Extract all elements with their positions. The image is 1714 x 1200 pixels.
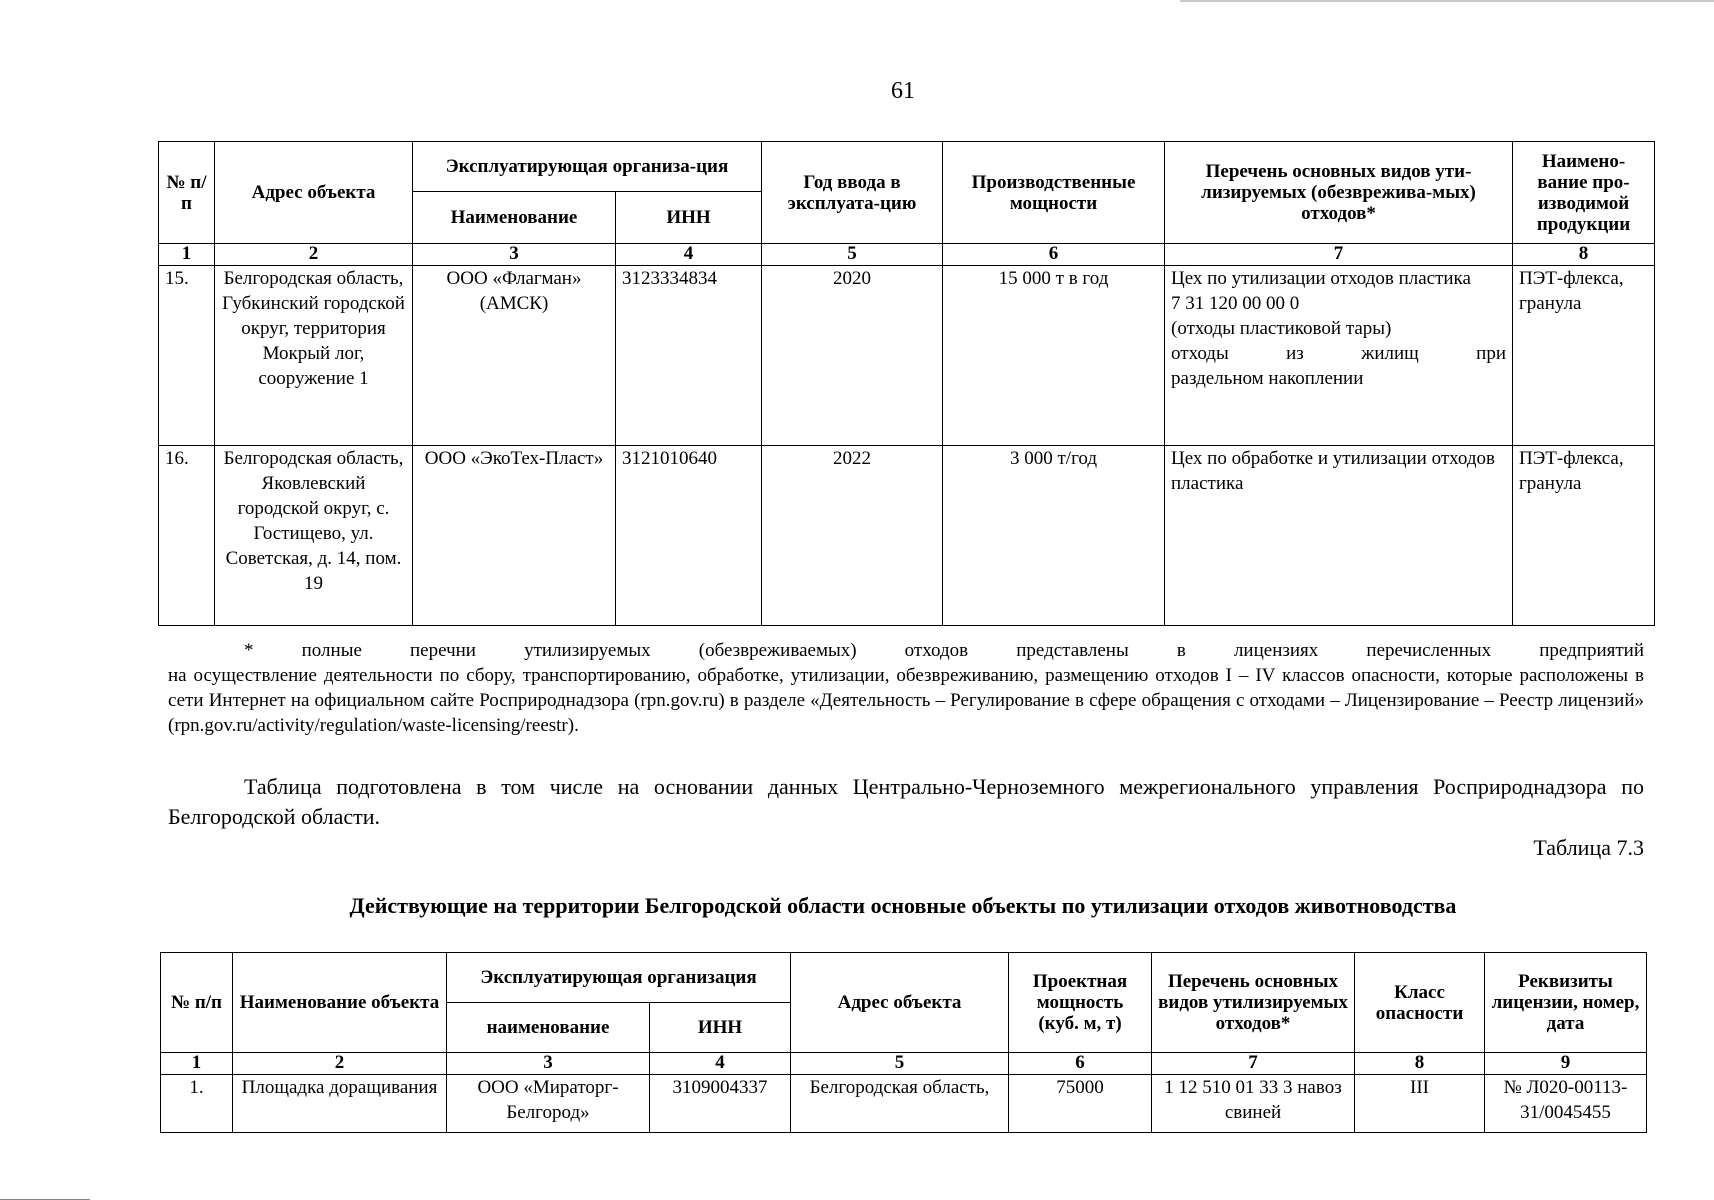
cell-inn: 3123334834 bbox=[616, 266, 762, 446]
column-number: 7 bbox=[1165, 244, 1513, 266]
cell-org-name: ООО «ЭкоТех-Пласт» bbox=[413, 446, 616, 626]
header-inn: ИНН bbox=[650, 1003, 791, 1053]
header-waste-list: Перечень основных видов утилизируемых отходов* bbox=[1152, 953, 1355, 1053]
cell-capacity: 3 000 т/год bbox=[943, 446, 1165, 626]
waste-line: Цех по утилизации отходов пластика bbox=[1171, 268, 1471, 289]
header-org-name: Наименование bbox=[413, 192, 616, 244]
cell-waste: 1 12 510 01 33 3 навоз свиней bbox=[1152, 1075, 1355, 1133]
footnote-text: на осуществление деятельности по сбору, транспортированию, обработке, утилизации, обезвреживанию, размещению отходов I – IV классов опасности, которые расположены в сети Интернет на официальном сайте Росприроднадзора (rpn.gov.ru) в разделе «Деятельность – Регулирование в сфере обращения с отходами – Лицензирование – Реестр лицензий» (rpn.gov.ru/activity/regulation/waste-licensing/reestr). bbox=[168, 665, 1644, 736]
header-address: Адрес объекта bbox=[791, 953, 1009, 1053]
column-number: 6 bbox=[1009, 1053, 1152, 1075]
header-num: № п/п bbox=[159, 142, 215, 244]
waste-line: отходы из жилищ при bbox=[1171, 343, 1507, 364]
column-number: 3 bbox=[413, 244, 616, 266]
column-number: 4 bbox=[650, 1053, 791, 1075]
column-number: 8 bbox=[1513, 244, 1655, 266]
page-number: 61 bbox=[891, 78, 915, 104]
column-numbers-row bbox=[161, 1053, 1647, 1075]
column-number: 5 bbox=[791, 1053, 1009, 1075]
header-capacity: Проектная мощность (куб. м, т) bbox=[1009, 953, 1152, 1053]
header-capacity: Производственные мощности bbox=[943, 142, 1165, 244]
column-numbers-row bbox=[159, 244, 1655, 266]
column-number: 4 bbox=[616, 244, 762, 266]
cell-product: ПЭТ-флекса, гранула bbox=[1513, 446, 1655, 626]
cell-product: ПЭТ-флекса, гранула bbox=[1513, 266, 1655, 446]
header-address: Адрес объекта bbox=[215, 142, 413, 244]
header-org-name: наименование bbox=[447, 1003, 650, 1053]
cell-year: 2022 bbox=[762, 446, 943, 626]
cell-num: 15. bbox=[159, 266, 215, 446]
cell-waste-list bbox=[1165, 266, 1513, 446]
header-license: Реквизиты лицензии, номер, дата bbox=[1485, 953, 1647, 1053]
cell-inn: 3121010640 bbox=[616, 446, 762, 626]
waste-line: раздельном накоплении bbox=[1171, 368, 1364, 389]
column-number: 6 bbox=[943, 244, 1165, 266]
cell-address: Белгородская область, bbox=[791, 1075, 1009, 1133]
cell-address: Белгородская область, Яковлевский городской округ, с. Гостищево, ул. Советская, д. 14, пом. 19 bbox=[215, 446, 413, 626]
table-label: Таблица 7.3 bbox=[1533, 835, 1644, 860]
header-year: Год ввода в эксплуата-цию bbox=[762, 142, 943, 244]
cell-object-name: Площадка доращивания bbox=[233, 1075, 447, 1133]
column-number: 2 bbox=[233, 1053, 447, 1075]
facilities-table bbox=[158, 141, 1655, 626]
waste-line: (отходы пластиковой тары) bbox=[1171, 318, 1392, 339]
cell-hazard-class: III bbox=[1355, 1075, 1485, 1133]
cell-inn: 3109004337 bbox=[650, 1075, 791, 1133]
header-object-name: Наименование объекта bbox=[233, 953, 447, 1053]
scan-edge-line bbox=[1180, 0, 1714, 2]
header-product: Наимено-вание про-изводимой продукции bbox=[1513, 142, 1655, 244]
column-number: 9 bbox=[1485, 1053, 1647, 1075]
livestock-waste-table bbox=[160, 952, 1647, 1133]
cell-num: 16. bbox=[159, 446, 215, 626]
column-number: 5 bbox=[762, 244, 943, 266]
cell-capacity: 15 000 т в год bbox=[943, 266, 1165, 446]
header-inn: ИНН bbox=[616, 192, 762, 244]
table-row bbox=[161, 1075, 1647, 1133]
cell-year: 2020 bbox=[762, 266, 943, 446]
header-org-group: Эксплуатирующая организа-ция bbox=[413, 142, 762, 192]
table-row bbox=[159, 446, 1655, 626]
footnote bbox=[168, 638, 1644, 738]
cell-capacity: 75000 bbox=[1009, 1075, 1152, 1133]
header-hazard-class: Класс опасности bbox=[1355, 953, 1485, 1053]
cell-org-name: ООО «Мираторг-Белгород» bbox=[447, 1075, 650, 1133]
cell-waste-list: Цех по обработке и утилизации отходов пластика bbox=[1165, 446, 1513, 626]
column-number: 1 bbox=[161, 1053, 233, 1075]
column-number: 3 bbox=[447, 1053, 650, 1075]
table-row bbox=[159, 266, 1655, 446]
waste-code: 7 31 120 00 00 0 bbox=[1171, 293, 1300, 314]
column-number: 2 bbox=[215, 244, 413, 266]
cell-num: 1. bbox=[161, 1075, 233, 1133]
header-num: № п/п bbox=[161, 953, 233, 1053]
column-number: 8 bbox=[1355, 1053, 1485, 1075]
source-paragraph: Таблица подготовлена в том числе на основании данных Центрально-Черноземного межрегионального управления Росприроднадзора по Белгородской области. bbox=[168, 774, 1644, 829]
header-waste-list: Перечень основных видов ути-лизируемых (обезврежива-мых) отходов* bbox=[1165, 142, 1513, 244]
table-title: Действующие на территории Белгородской области основные объекты по утилизации отходов животноводства bbox=[349, 893, 1457, 918]
header-org-group: Эксплуатирующая организация bbox=[447, 953, 791, 1003]
column-number: 1 bbox=[159, 244, 215, 266]
column-number: 7 bbox=[1152, 1053, 1355, 1075]
cell-address: Белгородская область, Губкинский городской округ, территория Мокрый лог, сооружение 1 bbox=[215, 266, 413, 446]
footnote-first-line: * полные перечни утилизируемых (обезвреживаемых) отходов представлены в лицензиях перечисленных предприятий bbox=[244, 640, 1644, 661]
cell-org-name: ООО «Флагман» (АМСК) bbox=[413, 266, 616, 446]
cell-license: № Л020-00113-31/0045455 bbox=[1485, 1075, 1647, 1133]
